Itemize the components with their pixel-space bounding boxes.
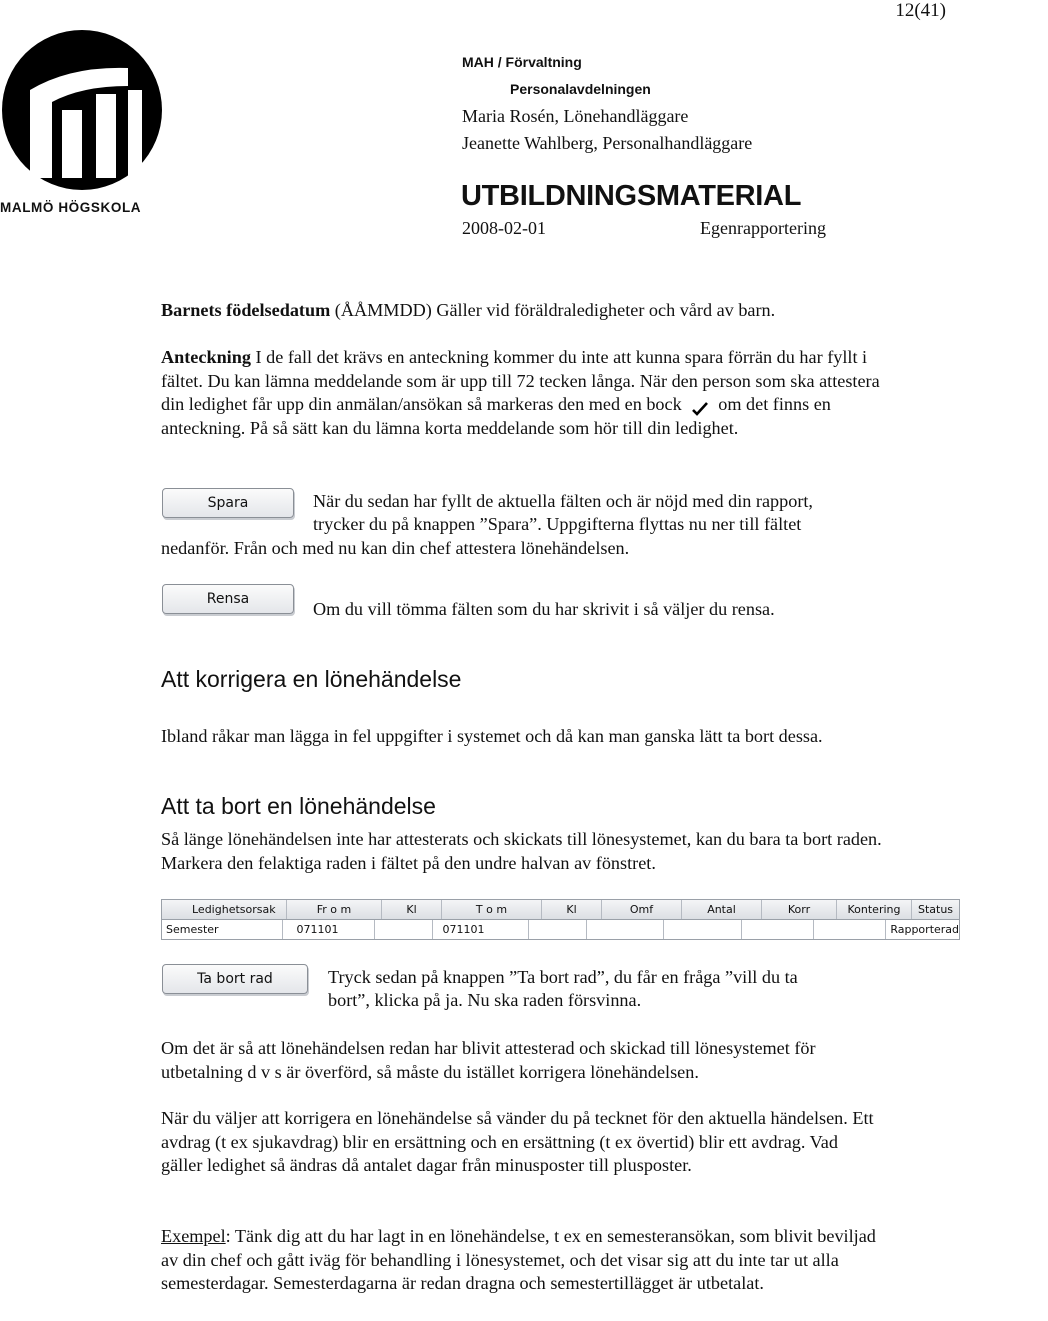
table-cell: 071101 bbox=[433, 920, 530, 939]
table-header-cell[interactable]: Kl bbox=[382, 900, 442, 919]
table-header-cell[interactable]: Kl bbox=[542, 900, 602, 919]
note-text-2: om det finns en anteckning. På så sätt kan du lämna korta meddelande som hör till din ledighet. bbox=[161, 394, 831, 438]
page-number: 12(41) bbox=[895, 0, 946, 21]
table-header-cell[interactable]: Fr o m bbox=[287, 900, 382, 919]
author-1: Maria Rosén, Lönehandläggare bbox=[462, 106, 689, 126]
note-text-1: I de fall det krävs en anteckning kommer du inte att kunna spara förrän du har fyllt i fältet. Du kan lämna meddelande som är upp till 72 tecken långa. När den person som ska attestera din ledighet får upp din anmälan/ansökan så markeras den med en bock bbox=[161, 347, 880, 414]
table-header-cell[interactable]: Kontering bbox=[837, 900, 912, 919]
note-paragraph bbox=[161, 346, 881, 440]
table-cell: Semester bbox=[162, 920, 283, 939]
note-label: Anteckning bbox=[161, 347, 251, 367]
section-text-delete: Så länge lönehändelsen inte har attesterats och skickats till lönesystemet, kan du bara ta bort raden. Markera den felaktiga raden i fältet på den undre halvan av fönstret. bbox=[161, 829, 882, 873]
table-cell bbox=[587, 920, 664, 939]
delete-text-1: Tryck sedan på knappen ”Ta bort rad”, du får en fråga ”vill du ta bbox=[328, 967, 798, 987]
save-button[interactable]: Spara bbox=[162, 488, 294, 518]
malmo-hogskola-logo bbox=[0, 28, 165, 198]
section-text-correct: Ibland råkar man lägga in fel uppgifter i systemet och då kan man ganska lätt ta bort dessa. bbox=[161, 726, 823, 746]
birthdate-label: Barnets födelsedatum bbox=[161, 300, 331, 320]
birthdate-text: (ÅÅMMDD) Gäller vid föräldraledigheter och vård av barn. bbox=[330, 300, 776, 320]
table-header-row bbox=[162, 900, 959, 920]
table-cell bbox=[375, 920, 433, 939]
example-paragraph bbox=[161, 1225, 881, 1296]
save-text-2: trycker du på knappen ”Spara”. Uppgifterna flyttas nu ner till fältet bbox=[313, 514, 802, 534]
table-cell bbox=[529, 920, 587, 939]
dept-line: Personalavdelningen bbox=[510, 81, 651, 97]
table-header-cell[interactable]: Antal bbox=[682, 900, 762, 919]
table-header-cell[interactable]: T o m bbox=[442, 900, 542, 919]
document-subject: Egenrapportering bbox=[700, 218, 826, 238]
example-label: Exempel bbox=[161, 1226, 226, 1246]
org-line: MAH / Förvaltning bbox=[462, 54, 582, 70]
sign-paragraph: När du väljer att korrigera en lönehändelse så vänder du på tecknet för den aktuella händelsen. Ett avdrag (t ex sjukavdrag) blir en ersättning och en ersättning (t ex övertid) blir ett avdrag. Vad gäller ledighet så ändras då antalet dagar från minusposter till plusposter. bbox=[161, 1108, 874, 1175]
table-cell bbox=[742, 920, 814, 939]
document-date: 2008-02-01 bbox=[462, 218, 546, 238]
payroll-events-table bbox=[161, 899, 960, 940]
section-heading-correct: Att korrigera en lönehändelse bbox=[161, 666, 462, 692]
save-text-1: När du sedan har fyllt de aktuella fälten och är nöjd med din rapport, bbox=[313, 491, 813, 511]
author-2: Jeanette Wahlberg, Personalhandläggare bbox=[462, 133, 753, 153]
clear-button[interactable]: Rensa bbox=[162, 584, 294, 614]
clear-text: Om du vill tömma fälten som du har skrivit i så väljer du rensa. bbox=[313, 599, 775, 619]
checkmark-icon bbox=[692, 399, 708, 413]
table-cell: 071101 bbox=[283, 920, 375, 939]
table-row[interactable] bbox=[162, 920, 959, 939]
table-cell bbox=[664, 920, 741, 939]
table-header-cell[interactable]: Korr bbox=[762, 900, 837, 919]
table-header-cell[interactable]: Status bbox=[917, 903, 954, 916]
delete-text-2: bort”, klicka på ja. Nu ska raden försvinna. bbox=[328, 990, 642, 1010]
attested-paragraph: Om det är så att lönehändelsen redan har blivit attesterad och skickad till lönesystemet för utbetalning d v s är överförd, så måste du istället korrigera lönehändelsen. bbox=[161, 1038, 816, 1082]
example-text: : Tänk dig att du har lagt in en lönehändelse, t ex en semesteransökan, som blivit beviljad av din chef och gått iväg för behandling i lönesystemet, och det visar sig att du inte tar ut alla semesterdagar. Semesterdagarna är redan dragna och semestertillägget är utbetalat. bbox=[161, 1226, 876, 1293]
document-title: UTBILDNINGSMATERIAL bbox=[461, 180, 802, 212]
section-heading-delete: Att ta bort en lönehändelse bbox=[161, 793, 436, 819]
save-text-3: nedanför. Från och med nu kan din chef attestera lönehändelsen. bbox=[161, 538, 630, 558]
birthdate-paragraph bbox=[161, 299, 881, 323]
table-cell bbox=[814, 920, 886, 939]
table-header-cell[interactable]: Omf bbox=[602, 900, 682, 919]
table-header-cell[interactable]: Ledighetsorsak bbox=[162, 900, 287, 919]
delete-row-button[interactable]: Ta bort rad bbox=[162, 964, 308, 994]
table-cell: Rapporterad bbox=[890, 923, 960, 936]
logo-wordmark: MALMÖ HÖGSKOLA bbox=[0, 200, 142, 215]
